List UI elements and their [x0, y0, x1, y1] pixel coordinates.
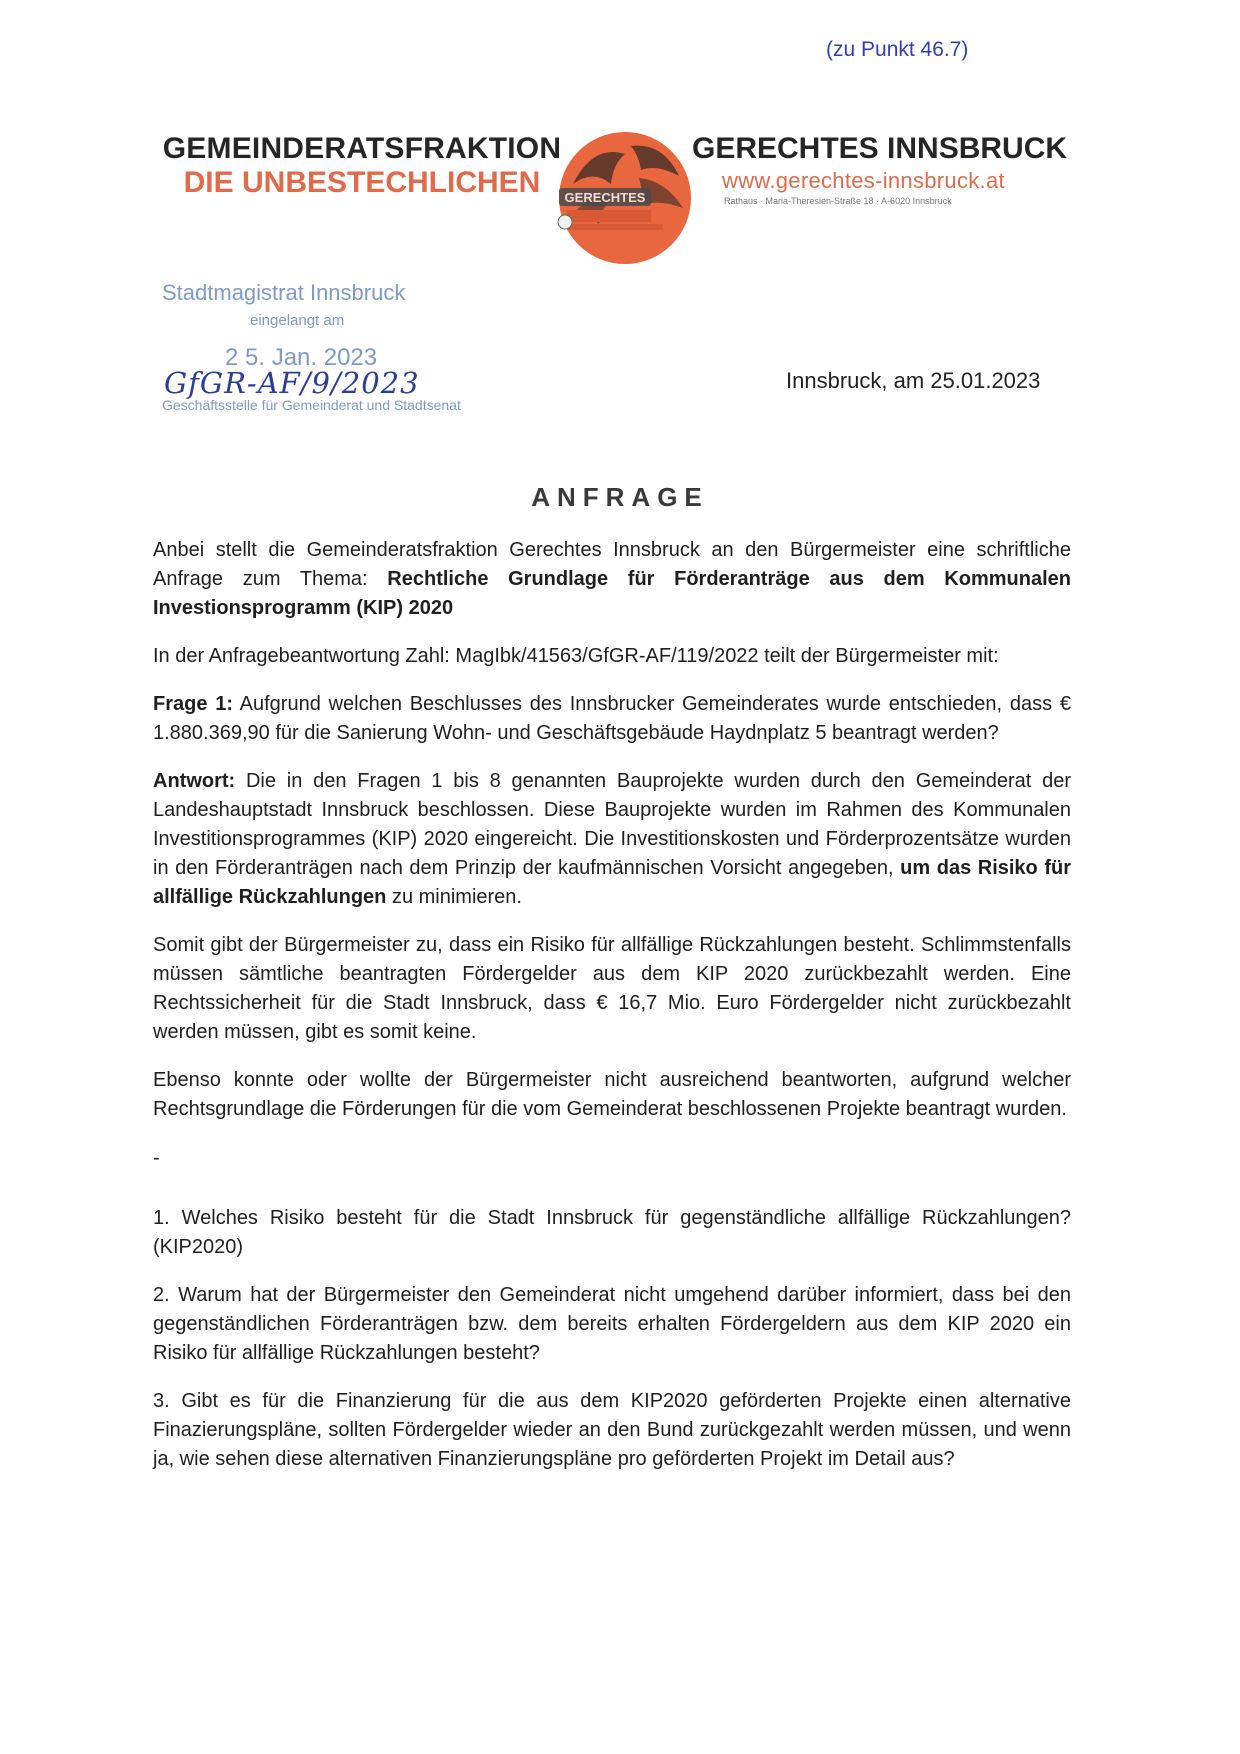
stamp-office: Geschäftsstelle für Gemeinderat und Stadtsenat — [162, 397, 461, 413]
agenda-reference: (zu Punkt 46.7) — [826, 38, 969, 61]
party-website: www.gerechtes-innsbruck.at — [722, 168, 1005, 193]
document-body — [153, 536, 1071, 1493]
question-item: 2. Warum hat der Bürgermeister den Gemeinderat nicht umgehend darüber informiert, dass bei den gegenständlichen Förderanträgen bzw. dem bereits erhalten Fördergeldern aus dem KIP 2020 ein Risiko für allfällige Rückzahlungen besteht? — [153, 1284, 1071, 1364]
question-label: Frage 1: — [153, 693, 233, 715]
stamp-authority: Stadtmagistrat Innsbruck — [162, 280, 406, 305]
letterhead-left — [162, 132, 562, 200]
party-logo-icon — [553, 124, 697, 272]
handwritten-reference: GfGR-AF/9/2023 — [164, 366, 420, 400]
stamp-received-label: eingelangt am — [250, 312, 345, 329]
question-item: 1. Welches Risiko besteht für die Stadt Innsbruck für gegenständliche allfällige Rückzahlungen? (KIP2020) — [153, 1207, 1071, 1258]
paragraph: Somit gibt der Bürgermeister zu, dass ein Risiko für allfällige Rückzahlungen besteht. Schlimmstenfalls müssen sämtliche beantragten Fördergelder aus dem KIP 2020 zurückbezahlt werden. Eine Rechtssicherheit für die Stadt Innsbruck, dass € 16,7 Mio. Euro Fördergelder nicht zurückbezahlt werden müssen, gibt es somit keine. — [153, 934, 1071, 1043]
letterhead-right — [692, 132, 1072, 206]
party-address: Rathaus · Maria-Theresien-Straße 18 · A-6020 Innsbruck — [724, 196, 952, 206]
answer-quote: Antwort: Die in den Fragen 1 bis 8 genannten Bauprojekte wurden durch den Gemeinderat der Landeshauptstadt Innsbruck beschlossen. Diese Bauprojekte wurden im Rahmen des Kommunalen Investitionsprogrammes (KIP) 2020 eingereicht. Die Investitionskosten und Förderprozentsätze wurden in den Förderanträgen nach dem Prinzip der kaufmännischen Vorsicht angegeben, um das Risiko für allfällige Rückzahlungen zu minimieren. — [153, 770, 1071, 908]
svg-text:GERECHTES: GERECHTES — [564, 190, 646, 205]
inquiry-topic: Rechtliche Grundlage für Förderanträge aus dem Kommunalen Investionsprogramm (KIP) 2020 — [153, 568, 1071, 619]
paragraph: Ebenso konnte oder wollte der Bürgermeister nicht ausreichend beantworten, aufgrund welcher Rechtsgrundlage die Förderungen für die vom Gemeinderat beschlossenen Projekte beantragt wurden. — [153, 1069, 1071, 1120]
document-title: ANFRAGE — [531, 482, 709, 512]
receipt-stamp — [162, 280, 462, 430]
stamp-date: 2 5. Jan. 2023 — [225, 344, 378, 371]
party-name: GERECHTES INNSBRUCK — [692, 132, 1068, 165]
question-item: 3. Gibt es für die Finanzierung für die aus dem KIP2020 geförderten Projekte einen alternative Finazierungspläne, sollten Fördergelder wieder an den Bund zurückgezahlt werden müssen, und wenn ja, wie sehen diese alternativen Finanzierungspläne pro geförderten Projekt im Detail aus? — [153, 1390, 1071, 1470]
separator: - — [153, 1147, 160, 1169]
reference-paragraph: In der Anfragebeantwortung Zahl: MagIbk/41563/GfGR-AF/119/2022 teilt der Bürgermeister mit: — [153, 645, 999, 667]
answer-label: Antwort: — [153, 770, 236, 792]
faction-title: GEMEINDERATSFRAKTION — [162, 132, 562, 165]
faction-subtitle: DIE UNBESTECHLICHEN — [183, 166, 541, 199]
place-date: Innsbruck, am 25.01.2023 — [786, 368, 1041, 393]
intro-paragraph: Anbei stellt die Gemeinderatsfraktion Gerechtes Innsbruck an den Bürgermeister eine schriftliche Anfrage zum Thema: Rechtliche Grundlage für Förderanträge aus dem Kommunalen Investionsprogramm (KIP) 2020 — [153, 539, 1071, 619]
question-quote: Frage 1: Aufgrund welchen Beschlusses des Innsbrucker Gemeinderates wurde entschieden, dass € 1.880.369,90 für die Sanierung Wohn- und Geschäftsgebäude Haydnplatz 5 beantragt werden? — [153, 693, 1071, 744]
